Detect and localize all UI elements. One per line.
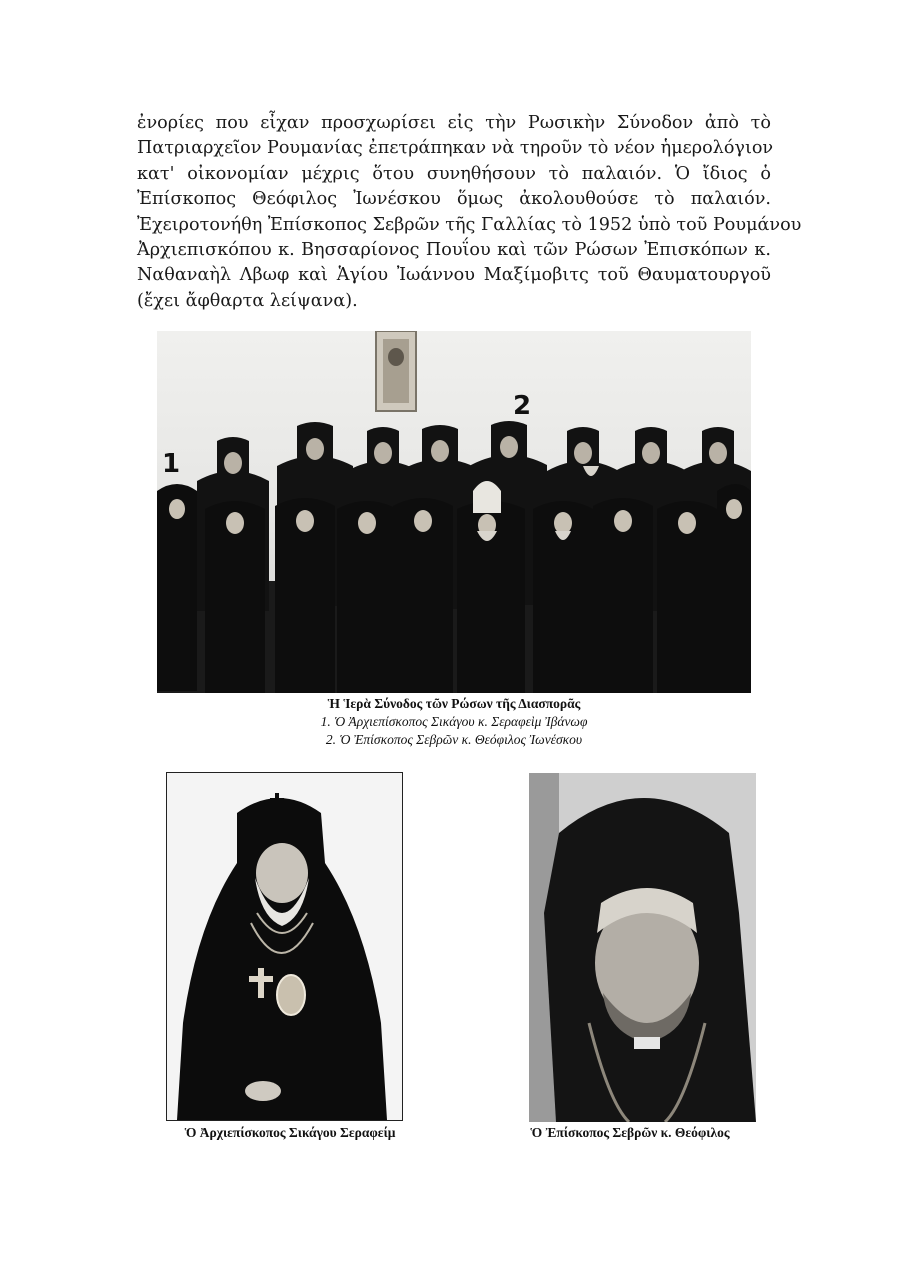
text-line: Ἀρχιεπισκόπου κ. Βησσαρίονος Πουΐου καὶ τῶν Ρώσων Ἐπισκόπων κ. [137, 240, 771, 261]
text-line: Ἐπίσκοπος Θεόφιλος Ἰωνέσκου ὅμως ἀκολουθούσε τὸ παλαιόν. [137, 189, 771, 210]
photo-marker-2: 2 [513, 391, 532, 421]
text-line: (ἔχει ἄφθαρτα λείψανα). [137, 290, 358, 311]
portrait-bishop-theophilos [529, 773, 756, 1122]
portrait-archbishop-seraphim [166, 772, 403, 1121]
body-paragraph [137, 111, 802, 314]
group-photo [157, 331, 751, 693]
text-line: κατ' οἰκονομίαν μέχρις ὅτου συνηθήσουν τὸ παλαιόν. Ὁ ἴδιος ὁ [137, 163, 771, 184]
text-line: ἐνορίες που εἶχαν προσχωρίσει εἰς τὴν Ρωσικὴν Σύνοδον ἀπὸ τὸ [137, 113, 771, 133]
caption-title: Ἡ Ἱερὰ Σύνοδος τῶν Ρώσων τῆς Διασπορᾶς [327, 696, 581, 711]
group-photo-caption [157, 695, 751, 749]
text-line: Ἐχειροτονήθη Ἐπίσκοπος Σεβρῶν τῆς Γαλλίας τὸ 1952 ὑπὸ τοῦ Ρουμάνου [137, 214, 802, 235]
portrait-right-caption: Ὁ Ἐπίσκοπος Σεβρῶν κ. Θεόφιλος [530, 1125, 730, 1140]
caption-item-2: 2. Ὁ Ἐπίσκοπος Σεβρῶν κ. Θεόφιλος Ἰωνέσκου [325, 732, 583, 747]
text-line: Ναθαναὴλ Λβωφ καὶ Ἁγίου Ἰωάννου Μαξίμοβιτς τοῦ Θαυματουργοῦ [137, 265, 771, 286]
photo-marker-1: 1 [162, 449, 181, 479]
text-line: Πατριαρχεῖον Ρουμανίας ἐπετράπηκαν νὰ τηροῦν τὸ νέον ἡμερολόγιον [137, 138, 774, 159]
portrait-left-caption: Ὁ Ἀρχιεπίσκοπος Σικάγου Σεραφείμ [184, 1125, 396, 1140]
caption-item-1: 1. Ὁ Ἀρχιεπίσκοπος Σικάγου κ. Σεραφεὶμ Ἰβάνωφ [320, 714, 588, 729]
